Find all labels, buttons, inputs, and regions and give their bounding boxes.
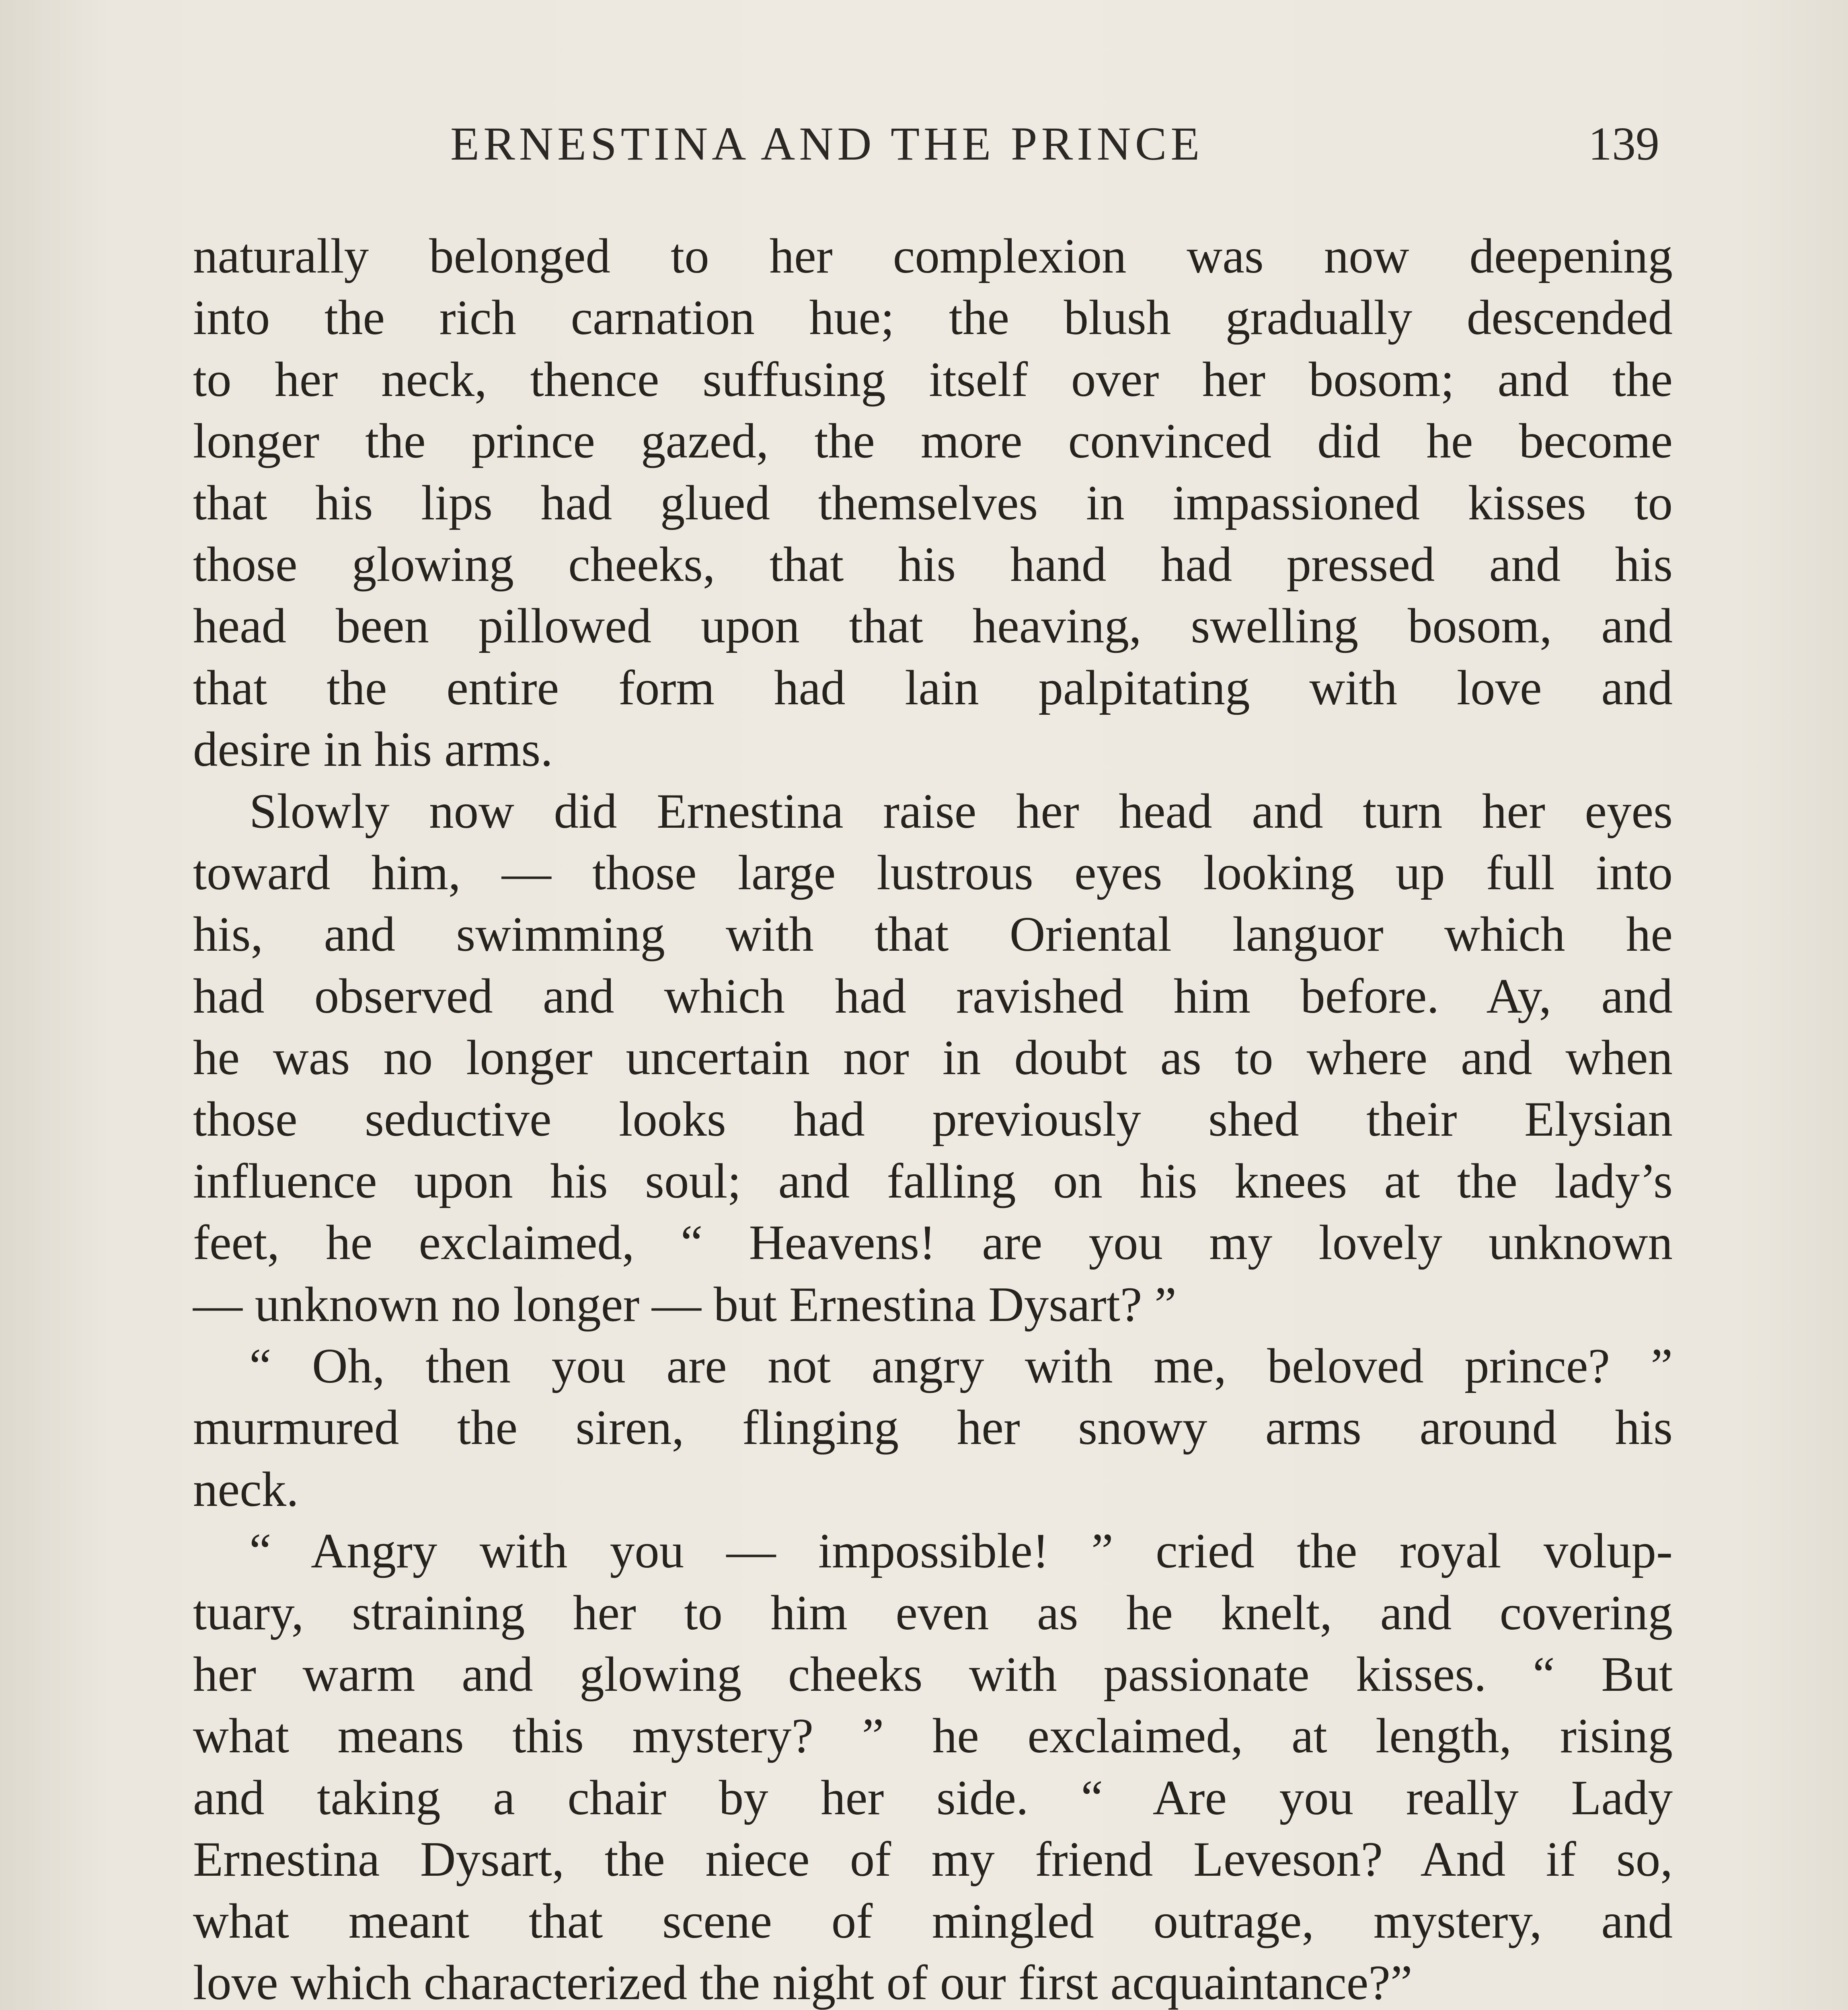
text-line: had observed and which had ravished him before. Ay, and <box>193 968 1673 1023</box>
text-line: neck. <box>193 1461 299 1517</box>
text-line: tuary, straining her to him even as he knelt, and covering <box>193 1585 1673 1640</box>
text-line: his, and swimming with that Oriental languor which he <box>193 907 1673 962</box>
text-line: influence upon his soul; and falling on his knees at the lady’s <box>193 1153 1673 1208</box>
text-line: love which characterized the night of our first acquaintance?” <box>193 1955 1413 2010</box>
text-line: and taking a chair by her side. “ Are you really Lady <box>193 1770 1673 1825</box>
text-line: to her neck, thence suffusing itself over her bosom; and the <box>193 351 1673 407</box>
text-line: what means this mystery? ” he exclaimed, at length, rising <box>193 1708 1673 1764</box>
body-text <box>193 225 1673 2010</box>
text-line: Ernestina Dysart, the niece of my friend Leveson? And if so, <box>193 1832 1673 1887</box>
text-line: “ Angry with you — impossible! ” cried the royal volup- <box>249 1523 1673 1579</box>
text-line: longer the prince gazed, the more convinced did he become <box>193 413 1673 469</box>
page-number: 139 <box>1588 117 1659 170</box>
text-line: that his lips had glued themselves in impassioned kisses to <box>193 475 1673 530</box>
text-line: those seductive looks had previously shed their Elysian <box>193 1091 1673 1147</box>
text-line: what meant that scene of mingled outrage, mystery, and <box>193 1893 1673 1948</box>
text-line: desire in his arms. <box>193 722 553 777</box>
running-head-title: ERNESTINA AND THE PRINCE <box>450 117 1204 170</box>
text-line: he was no longer uncertain nor in doubt as to where and when <box>193 1030 1673 1085</box>
text-line: Slowly now did Ernestina raise her head and turn her eyes <box>249 783 1673 839</box>
text-line: naturally belonged to her complexion was now deepening <box>193 228 1673 283</box>
text-line: that the entire form had lain palpitating with love and <box>193 660 1673 715</box>
text-line: feet, he exclaimed, “ Heavens! are you my lovely unknown <box>193 1215 1673 1270</box>
text-line: “ Oh, then you are not angry with me, beloved prince? ” <box>249 1338 1673 1394</box>
text-line: head been pillowed upon that heaving, swelling bosom, and <box>193 598 1673 654</box>
text-line: those glowing cheeks, that his hand had pressed and his <box>193 536 1673 592</box>
text-line: into the rich carnation hue; the blush gradually descended <box>193 290 1673 345</box>
text-line: — unknown no longer — but Ernestina Dysart? ” <box>193 1276 1177 1332</box>
text-line: toward him, — those large lustrous eyes looking up full into <box>193 845 1673 900</box>
text-line: her warm and glowing cheeks with passionate kisses. “ But <box>193 1646 1673 1702</box>
text-line: murmured the siren, flinging her snowy arms around his <box>193 1400 1673 1455</box>
